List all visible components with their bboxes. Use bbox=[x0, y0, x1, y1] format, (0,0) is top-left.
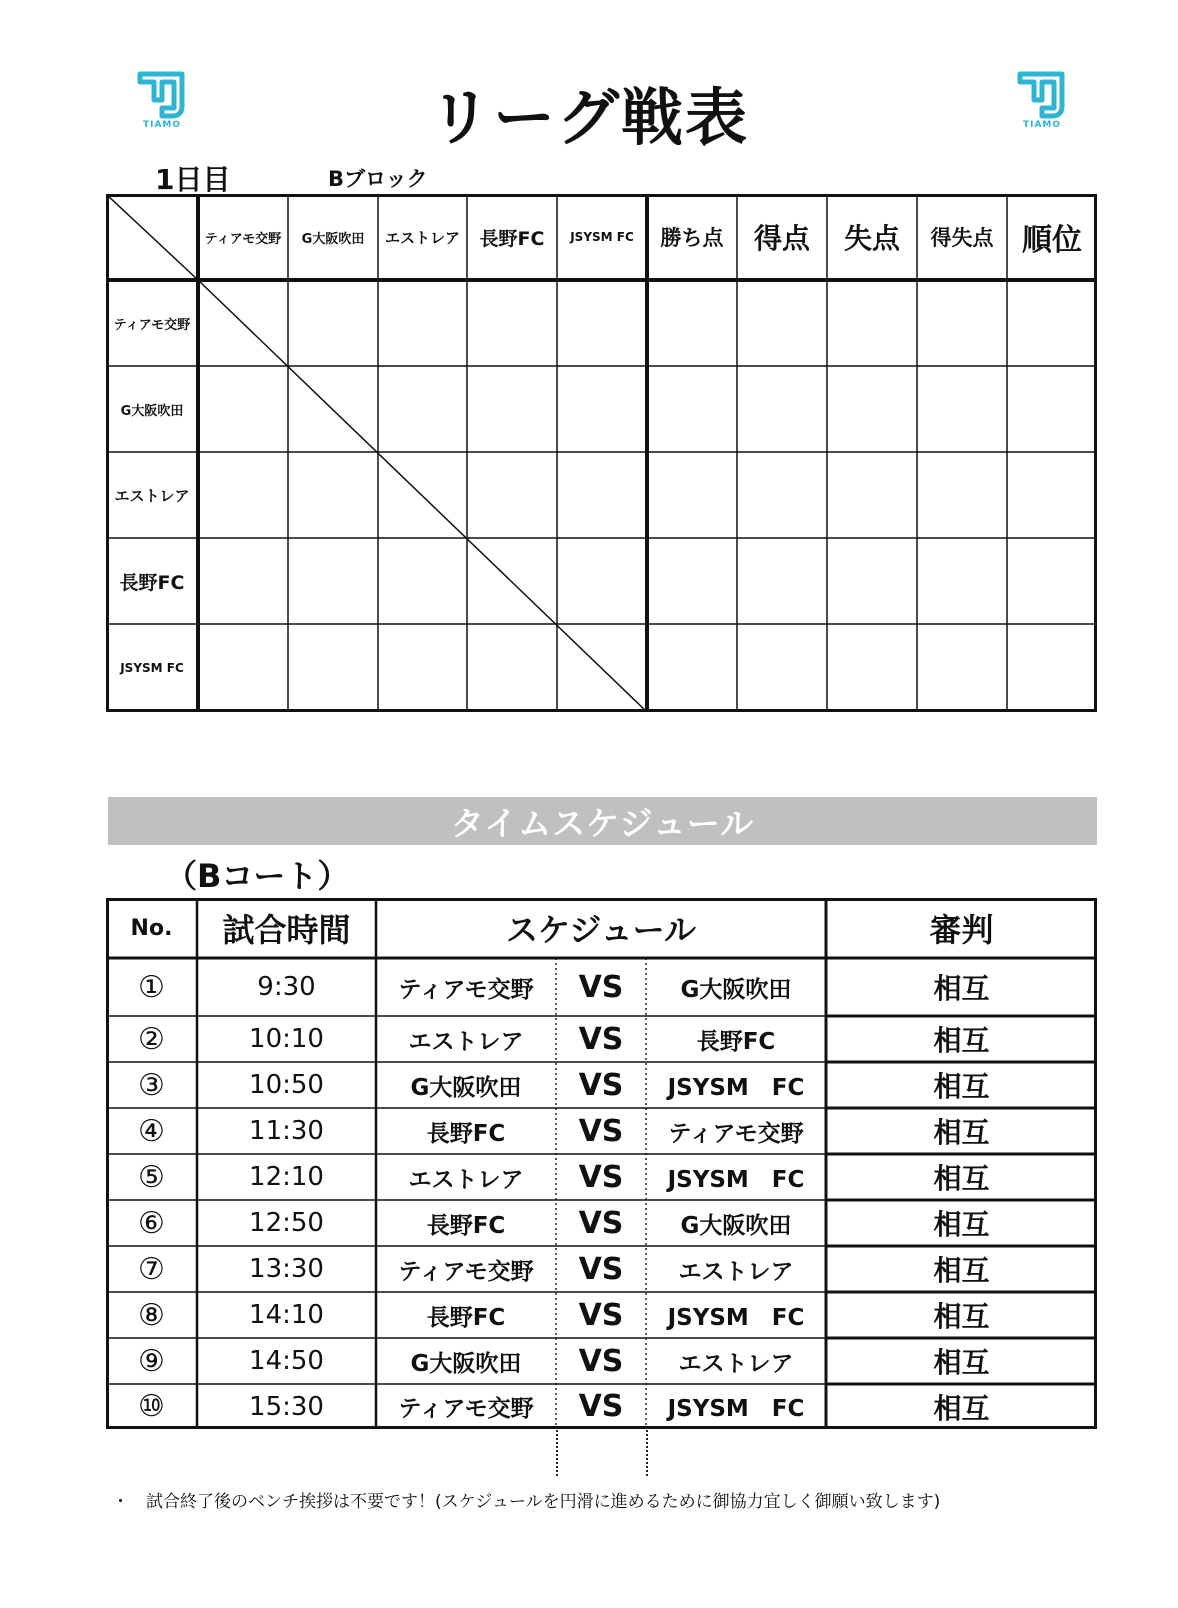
league-col-header: 順位 bbox=[1022, 223, 1082, 258]
match-number: ⑦ bbox=[138, 1251, 165, 1287]
referee: 相互 bbox=[933, 1391, 990, 1425]
match-time: 13:30 bbox=[249, 1254, 324, 1284]
away-team: JSYSM FC bbox=[667, 1166, 805, 1193]
header-referee: 審判 bbox=[929, 911, 994, 949]
league-row-header: ティアモ交野 bbox=[113, 317, 191, 333]
vs-label: VS bbox=[578, 1251, 624, 1287]
block-label: Bブロック bbox=[328, 167, 428, 191]
footer-note: ・ 試合終了後のベンチ挨拶は不要です！(スケジュールを円滑に進めるために御協力宜しく御願い致します) bbox=[112, 1492, 941, 1512]
league-table bbox=[106, 194, 1097, 712]
vs-label: VS bbox=[578, 1389, 624, 1424]
league-col-header: JSYSM FC bbox=[570, 230, 634, 244]
league-row-header: G大阪吹田 bbox=[120, 403, 184, 419]
match-time: 14:10 bbox=[249, 1300, 324, 1330]
league-col-header: G大阪吹田 bbox=[301, 231, 365, 247]
logo-text: TIAMO bbox=[142, 120, 182, 130]
league-col-header: 得失点 bbox=[930, 226, 994, 250]
schedule-title: タイムスケジュール bbox=[108, 797, 1097, 845]
referee: 相互 bbox=[933, 1208, 990, 1241]
match-number: ⑥ bbox=[138, 1205, 165, 1241]
referee: 相互 bbox=[933, 972, 990, 1005]
referee: 相互 bbox=[933, 1254, 990, 1287]
away-team: G大阪吹田 bbox=[680, 976, 792, 1003]
league-col-header: ティアモ交野 bbox=[204, 231, 282, 247]
match-number: ⑨ bbox=[138, 1343, 165, 1379]
away-team: JSYSM FC bbox=[667, 1396, 805, 1422]
home-team: ティアモ交野 bbox=[398, 1258, 534, 1285]
league-col-header: エストレア bbox=[384, 228, 460, 247]
match-number: ① bbox=[138, 969, 165, 1005]
court-label: （Bコート） bbox=[165, 857, 350, 895]
match-time: 15:30 bbox=[249, 1391, 324, 1422]
match-number: ⑧ bbox=[138, 1297, 165, 1333]
home-team: ティアモ交野 bbox=[398, 1396, 534, 1422]
away-team: JSYSM FC bbox=[667, 1074, 805, 1101]
header-no: No. bbox=[130, 915, 173, 941]
league-col-header: 勝ち点 bbox=[660, 226, 724, 250]
referee: 相互 bbox=[933, 1162, 990, 1195]
referee: 相互 bbox=[933, 1024, 990, 1057]
match-number: ⑤ bbox=[138, 1159, 165, 1195]
match-number: ⑩ bbox=[138, 1389, 165, 1424]
home-team: エストレア bbox=[408, 1166, 524, 1193]
header-time: 試合時間 bbox=[222, 911, 351, 949]
league-col-header: 得点 bbox=[753, 222, 810, 255]
match-time: 10:50 bbox=[249, 1070, 324, 1100]
vs-label: VS bbox=[578, 969, 624, 1005]
matrix-diagonal bbox=[198, 280, 647, 712]
away-team: ティアモ交野 bbox=[668, 1120, 804, 1147]
day-label: 1日目 bbox=[155, 163, 231, 196]
vs-label: VS bbox=[578, 1113, 624, 1149]
league-row-header: JSYSM FC bbox=[120, 661, 184, 675]
vs-label: VS bbox=[578, 1343, 624, 1379]
league-col-header: 長野FC bbox=[479, 227, 545, 250]
match-time: 10:10 bbox=[249, 1024, 324, 1054]
match-time: 14:50 bbox=[249, 1346, 324, 1376]
vs-label: VS bbox=[578, 1021, 624, 1057]
league-row-header: エストレア bbox=[114, 486, 190, 505]
home-team: G大阪吹田 bbox=[410, 1074, 522, 1101]
referee: 相互 bbox=[933, 1116, 990, 1149]
vs-label: VS bbox=[578, 1159, 624, 1195]
match-time: 12:10 bbox=[249, 1162, 324, 1192]
league-col-header: 失点 bbox=[843, 222, 900, 255]
referee: 相互 bbox=[933, 1070, 990, 1103]
schedule-table bbox=[106, 898, 1097, 1429]
away-team: エストレア bbox=[678, 1350, 794, 1377]
referee: 相互 bbox=[933, 1346, 990, 1379]
home-team: ティアモ交野 bbox=[398, 976, 534, 1003]
match-number: ② bbox=[138, 1021, 165, 1057]
home-team: エストレア bbox=[408, 1028, 524, 1055]
header-schedule: スケジュール bbox=[505, 911, 697, 949]
away-team: 長野FC bbox=[696, 1028, 776, 1055]
match-number: ③ bbox=[138, 1067, 165, 1103]
dotted-divider bbox=[556, 1430, 558, 1476]
league-row-header: 長野FC bbox=[119, 571, 185, 594]
vs-label: VS bbox=[578, 1297, 624, 1333]
referee: 相互 bbox=[933, 1300, 990, 1333]
dotted-divider bbox=[646, 1430, 648, 1476]
corner-diagonal bbox=[106, 194, 198, 280]
home-team: G大阪吹田 bbox=[410, 1350, 522, 1377]
match-time: 12:50 bbox=[249, 1208, 324, 1238]
home-team: 長野FC bbox=[426, 1212, 506, 1239]
match-time: 9:30 bbox=[257, 972, 316, 1002]
vs-label: VS bbox=[578, 1067, 624, 1103]
vs-label: VS bbox=[578, 1205, 624, 1241]
away-team: G大阪吹田 bbox=[680, 1212, 792, 1239]
page-title: リーグ戦表 bbox=[428, 81, 749, 154]
home-team: 長野FC bbox=[426, 1120, 506, 1147]
match-number: ④ bbox=[138, 1113, 165, 1149]
match-time: 11:30 bbox=[249, 1116, 324, 1146]
away-team: エストレア bbox=[678, 1258, 794, 1285]
logo-text: TIAMO bbox=[1022, 120, 1062, 130]
home-team: 長野FC bbox=[426, 1304, 506, 1331]
away-team: JSYSM FC bbox=[667, 1304, 805, 1331]
